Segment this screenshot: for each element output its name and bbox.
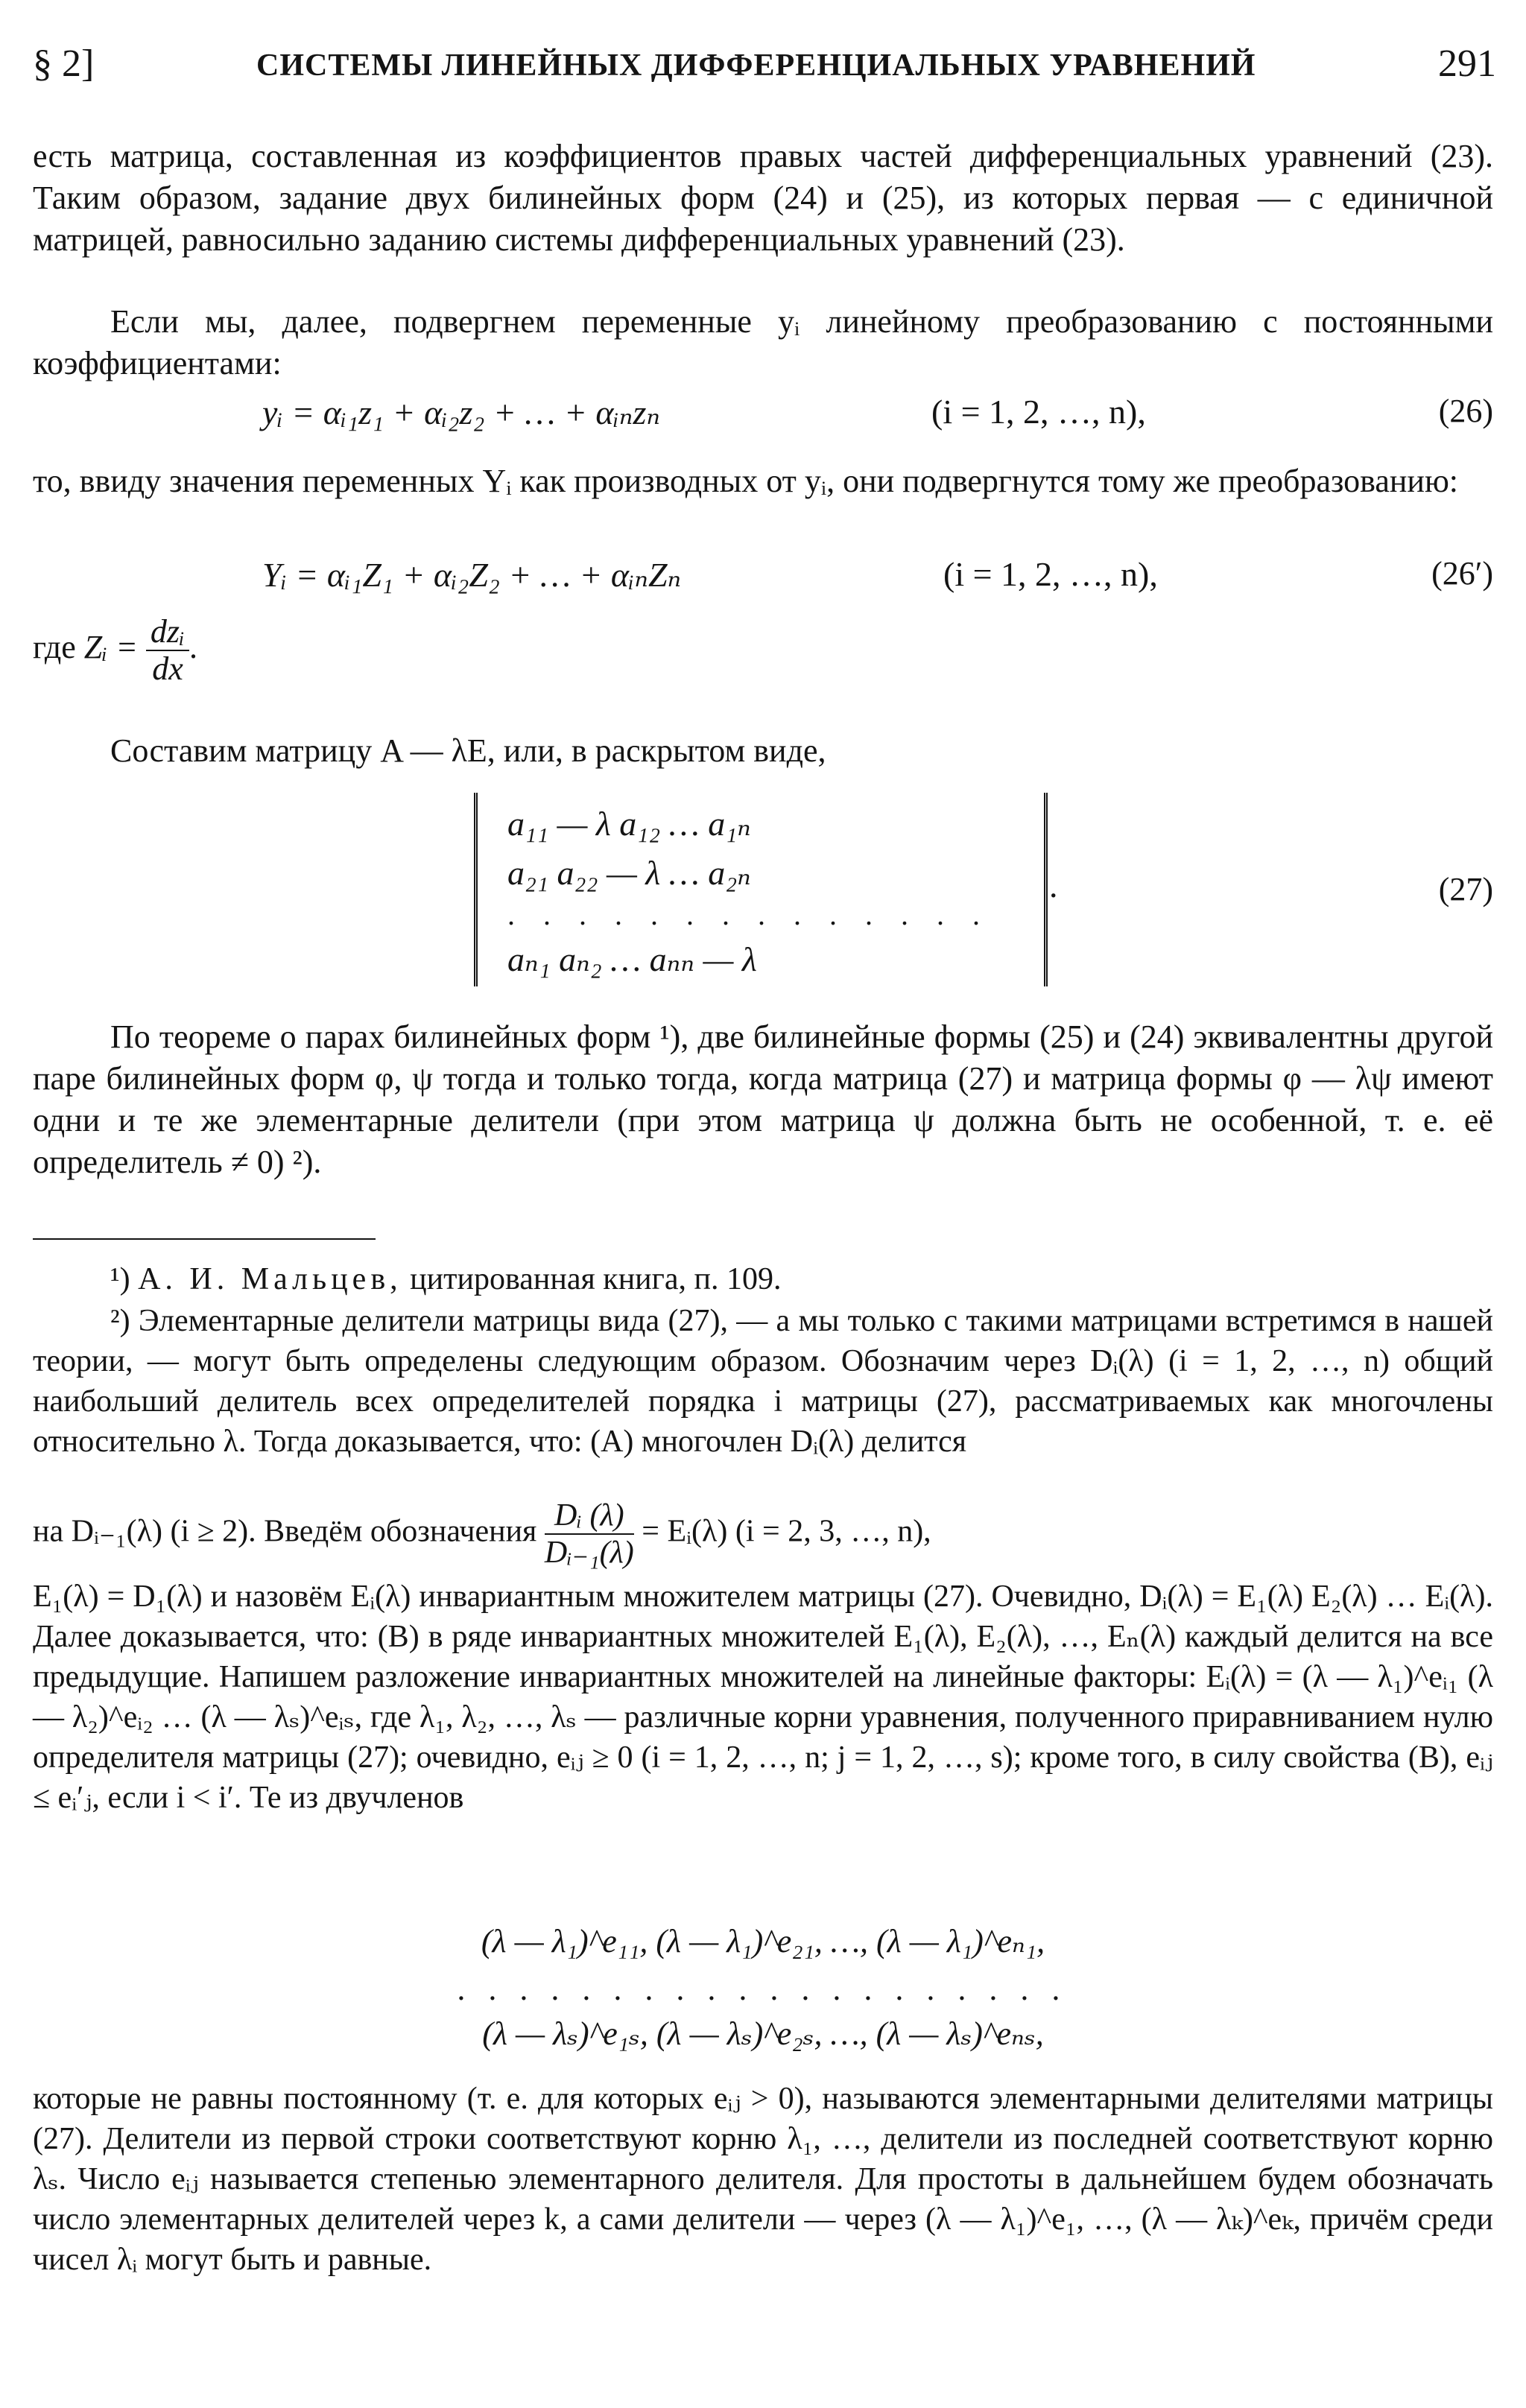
binomials-row-1: (λ — λ₁)^e₁₁, (λ — λ₁)^e₂₁, …, (λ — λ₁)^eₙ₁, bbox=[481, 1923, 1045, 1959]
footnote-2-text-a: ²) Элементарные делители матрицы вида (27), — а мы только с такими матрицами встретимся в нашей теории, — могут быть определены следующим образом. Обозначим через Dᵢ(λ) (i = 1, 2, …, n) общий наибольший делитель всех определителей порядка i матрицы (27), рассматриваемых как многочлены относительно λ. Тогда доказывается, что: (А) многочлен Dᵢ(λ) делится bbox=[33, 1304, 1493, 1459]
equation-26-prime-number: (26′) bbox=[1431, 555, 1493, 592]
paragraph-3 bbox=[33, 460, 1493, 502]
fraction-denominator: dx bbox=[152, 650, 183, 687]
invariant-factor-fraction bbox=[545, 1498, 634, 1571]
binomials-row-3: (λ — λₛ)^e₁ₛ, (λ — λₛ)^e₂ₛ, …, (λ — λₛ)^eₙₛ, bbox=[482, 2015, 1044, 2052]
definition-z bbox=[33, 614, 1493, 687]
paragraph-5-text: По теореме о парах билинейных форм ¹), две билинейные формы (25) и (24) эквивалентны другой паре билинейных форм φ, ψ тогда и только тогда, когда матрица (27) и матрица формы φ — λψ имеют одни и те же элементарные делители (при этом матрица ψ должна быть не особенной, т. е. её определитель ≠ 0) ²). bbox=[33, 1018, 1493, 1180]
equation-26-prime-formula: Yᵢ = αᵢ₁Z₁ + αᵢ₂Z₂ + … + αᵢₙZₙ bbox=[262, 556, 682, 594]
equation-26-formula: yᵢ = αᵢ₁z₁ + αᵢ₂z₂ + … + αᵢₙzₙ bbox=[262, 393, 660, 431]
page-number: 291 bbox=[1438, 42, 1496, 85]
footnote-2-part-d bbox=[33, 2079, 1493, 2280]
invariant-fraction-denominator: Dᵢ₋₁(λ) bbox=[544, 1536, 634, 1570]
paragraph-1-text: есть матрица, составленная из коэффициентов правых частей дифференциальных уравнений (23). Таким образом, задание двух билинейных форм (24) и (25), из которых первая — с единичной матрицей, равносильно заданию системы дифференциальных уравнений (23). bbox=[33, 138, 1493, 258]
paragraph-4 bbox=[33, 730, 1493, 772]
paragraph-2 bbox=[33, 301, 1493, 384]
z-lhs: Zᵢ = bbox=[83, 629, 138, 666]
running-header bbox=[33, 42, 1496, 101]
matrix-trailing-period: . bbox=[1049, 866, 1058, 904]
footnote-1-text: цитированная книга, п. 109. bbox=[410, 1262, 782, 1296]
fraction-numerator: dzᵢ bbox=[146, 614, 189, 651]
paragraph-1 bbox=[33, 136, 1493, 261]
footnote-2-part-c bbox=[33, 1577, 1493, 1818]
paragraph-3-text: то, ввиду значения переменных Yᵢ как производных от yᵢ, они подвергнутся тому же преобразованию: bbox=[33, 463, 1459, 499]
equation-27-number: (27) bbox=[1438, 871, 1493, 907]
footnote-1 bbox=[33, 1259, 1493, 1299]
paragraph-4-text: Составим матрицу A — λE, или, в раскрытом виде, bbox=[110, 732, 826, 769]
footnote-2-part-b bbox=[33, 1498, 1493, 1571]
footnote-1-author: А. И. Мальцев, bbox=[138, 1262, 402, 1296]
footnote-2-b-pre: на Dᵢ₋₁(λ) (i ≥ 2). Введём обозначения bbox=[33, 1514, 537, 1549]
where-word: где bbox=[33, 629, 76, 666]
matrix-row-4: aₙ₁ aₙ₂ … aₙₙ — λ bbox=[507, 940, 757, 978]
matrix-dots-row: . . . . . . . . . . . . . . bbox=[507, 898, 990, 931]
dz-dx-fraction bbox=[146, 614, 189, 687]
chapter-title: СИСТЕМЫ ЛИНЕЙНЫХ ДИФФЕРЕНЦИАЛЬНЫХ УРАВНЕНИЙ bbox=[256, 48, 1256, 83]
equation-26-range: (i = 1, 2, …, n), bbox=[931, 393, 1146, 431]
matrix-row-1: a₁₁ — λ a₁₂ … a₁ₙ bbox=[507, 805, 751, 843]
z-tail: . bbox=[189, 629, 197, 666]
paragraph-2-text: Если мы, далее, подвергнем переменные yᵢ линейному преобразованию с постоянными коэффициентами: bbox=[33, 303, 1493, 381]
invariant-fraction-numerator: Dᵢ (λ) bbox=[545, 1498, 634, 1535]
equation-26-number: (26) bbox=[1438, 393, 1493, 429]
footnote-2-part-a bbox=[33, 1301, 1493, 1462]
paragraph-5 bbox=[33, 1016, 1493, 1183]
footnote-1-mark: ¹) bbox=[110, 1262, 130, 1296]
equation-26-prime-range: (i = 1, 2, …, n), bbox=[943, 555, 1158, 593]
matrix-row-2: a₂₁ a₂₂ — λ … a₂ₙ bbox=[507, 854, 751, 892]
determinant-matrix-27 bbox=[474, 793, 1048, 986]
footnote-2-text-d: которые не равны постоянному (т. е. для которых eᵢⱼ > 0), называются элементарными делителями матрицы (27). Делители из первой строки соответствуют корню λ₁, …, делители из последней соответствуют корню λₛ. Число eᵢⱼ называется степенью элементарного делителя. Для простоты в дальнейшем будем обозначать число элементарных делителей через k, а сами делители — через (λ — λ₁)^e₁, …, (λ — λₖ)^eₖ, причём среди чисел λᵢ могут быть и равные. bbox=[33, 2082, 1493, 2277]
footnote-2-text-c: E₁(λ) = D₁(λ) и назовём Eᵢ(λ) инвариантным множителем матрицы (27). Очевидно, Dᵢ(λ) = E₁(λ) E₂(λ) … Eᵢ(λ). Далее доказывается, что: (В) в ряде инвариантных множителей E₁(λ), E₂(λ), …, Eₙ(λ) каждый делится на все предыдущие. Напишем разложение инвариантных множителей на линейные факторы: Eᵢ(λ) = (λ — λ₁)^eᵢ₁ (λ — λ₂)^eᵢ₂ … (λ — λₛ)^eᵢₛ, где λ₁, λ₂, …, λₛ — различные корни уравнения, полученного приравниванием нулю определителя матрицы (27); очевидно, eᵢⱼ ≥ 0 (i = 1, 2, …, n; j = 1, 2, …, s); кроме того, в силу свойства (В), eᵢⱼ ≤ eᵢ′ⱼ, если i < i′. Те из двучленов bbox=[33, 1580, 1493, 1815]
equation-26 bbox=[262, 392, 660, 432]
footnote-rule bbox=[33, 1238, 376, 1240]
equation-26-prime bbox=[262, 554, 681, 595]
footnote-2-b-post: = Eᵢ(λ) (i = 2, 3, …, n), bbox=[642, 1514, 931, 1549]
section-mark: § 2] bbox=[33, 42, 95, 85]
binomials-dots: . . . . . . . . . . . . . . . . . . . . bbox=[458, 1971, 1068, 2007]
